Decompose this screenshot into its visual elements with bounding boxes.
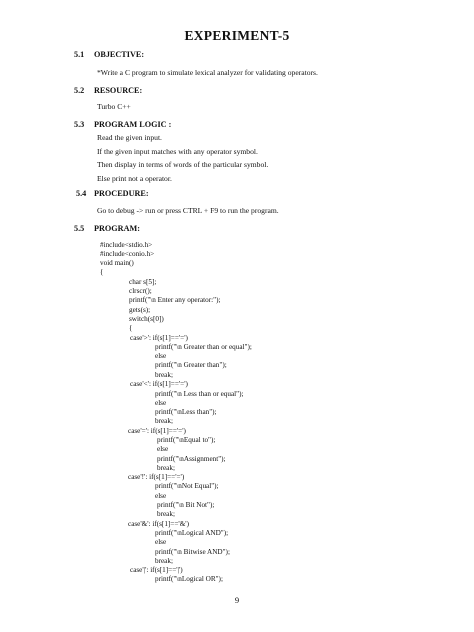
section-number-program: 5.5	[74, 224, 85, 233]
code-line: printf("\n Greater than");	[155, 361, 227, 369]
section-title-objective: OBJECTIVE:	[94, 50, 145, 59]
objective-text: *Write a C program to simulate lexical analyzer for validating operators.	[97, 68, 318, 77]
code-line: break;	[155, 417, 173, 425]
code-line: else	[155, 399, 167, 407]
code-line: printf("\nNot Equal");	[155, 482, 219, 490]
code-line: printf("\nAssignment");	[157, 455, 226, 463]
code-line: printf("\nLess than");	[155, 408, 217, 416]
code-line: printf("\n Enter any operator:");	[129, 296, 221, 304]
code-line: else	[157, 445, 169, 453]
page-title: EXPERIMENT-5	[184, 28, 290, 43]
code-line: case'!': if(s[1]=='=')	[128, 473, 185, 481]
code-line: #include<conio.h>	[100, 250, 155, 258]
code-line: case'=': if(s[1]=='=')	[128, 427, 186, 435]
section-number-logic: 5.3	[74, 120, 85, 129]
code-line: printf("\n Less than or equal");	[155, 390, 244, 398]
section-title-resource: RESOURCE:	[94, 86, 143, 95]
code-line: else	[155, 352, 167, 360]
code-line: void main()	[100, 259, 134, 267]
code-line: gets(s);	[129, 306, 151, 314]
code-line: case'>': if(s[1]=='=')	[130, 334, 188, 342]
code-line: else	[155, 492, 167, 500]
code-line: case'&': if(s[1]=='&')	[128, 520, 189, 528]
code-line: printf("\nEqual to");	[157, 436, 216, 444]
section-number-procedure: 5.4	[76, 189, 87, 198]
code-line: printf("\n Bitwise AND");	[155, 548, 230, 556]
code-line: printf("\n Bit Not");	[157, 501, 215, 509]
section-title-procedure: PROCEDURE:	[94, 189, 149, 198]
code-line: {	[100, 268, 104, 276]
code-line: case'|': if(s[1]=='|')	[130, 566, 183, 574]
code-line: #include<stdio.h>	[100, 241, 153, 249]
logic-line: Else print not a operator.	[97, 174, 172, 183]
section-title-program: PROGRAM:	[94, 224, 140, 233]
page-number: 9	[234, 595, 240, 605]
procedure-text: Go to debug -> run or press CTRL + F9 to run the program.	[97, 206, 279, 215]
logic-line: Then display in terms of words of the particular symbol.	[97, 160, 269, 169]
logic-line: If the given input matches with any operator symbol.	[97, 147, 258, 156]
code-line: printf("\nLogical OR");	[155, 575, 223, 583]
code-line: case'<': if(s[1]=='=')	[130, 380, 188, 388]
code-line: switch(s[0])	[129, 315, 164, 323]
logic-line: Read the given input.	[97, 133, 162, 142]
code-line: {	[129, 324, 133, 332]
code-line: break;	[155, 371, 173, 379]
code-line: char s[5];	[129, 278, 157, 286]
section-number-objective: 5.1	[74, 50, 85, 59]
code-line: break;	[157, 464, 175, 472]
code-line: printf("\nLogical AND");	[155, 529, 229, 537]
code-line: break;	[157, 510, 175, 518]
code-line: break;	[155, 557, 173, 565]
section-title-logic: PROGRAM LOGIC :	[94, 120, 172, 129]
code-line: clrscr();	[129, 287, 152, 295]
resource-text: Turbo C++	[97, 102, 131, 111]
code-line: else	[155, 538, 167, 546]
code-line: printf("\n Greater than or equal");	[155, 343, 252, 351]
section-number-resource: 5.2	[74, 86, 85, 95]
